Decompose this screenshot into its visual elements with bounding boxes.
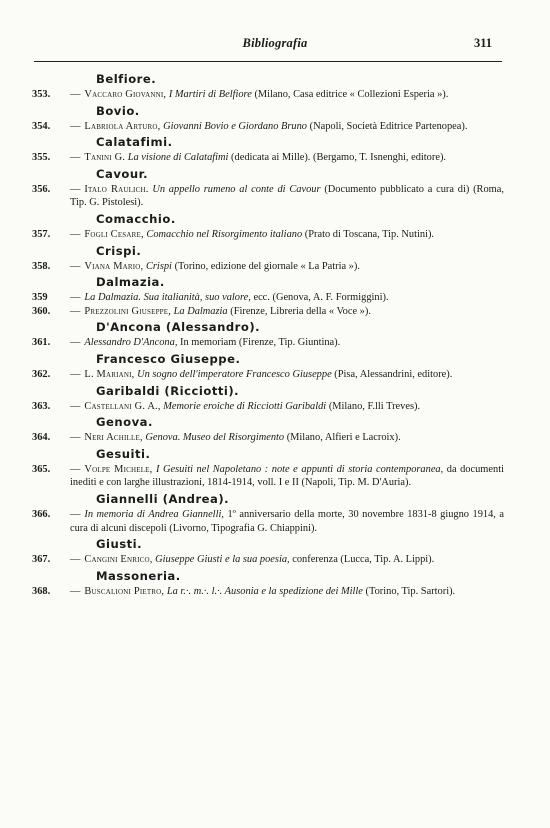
entry-title: In memoria di Andrea Giannelli, [84, 508, 224, 520]
entry-author: Prezzolini Giuseppe, [84, 305, 172, 317]
bibliography-entry [32, 508, 504, 535]
entry-number: 354. [32, 120, 51, 132]
entry-number: 355. [32, 152, 51, 164]
entry-author: Neri Achille, [84, 432, 143, 444]
bibliography-entry [32, 553, 504, 567]
entry-author: Buscalioni Pietro, [84, 585, 165, 597]
section-heading: Massoneria. [96, 568, 181, 583]
entry-number: 361. [32, 337, 51, 349]
entry-publication: conferenza (Lucca, Tip. A. Lippi). [292, 554, 435, 566]
entry-publication: (Documento pubblicato a cura di) (Roma, Tip. G. Pistolesi). [70, 183, 504, 209]
entry-number: 360. [32, 305, 51, 317]
entry-author: Tanini G. [84, 152, 126, 164]
section-heading: Giusti. [96, 537, 143, 552]
entry-number: 364. [32, 432, 51, 444]
entry-author: Labriola Arturo, [84, 120, 161, 132]
entry-dash: — [70, 585, 81, 597]
entry-number: 357. [32, 228, 51, 240]
entry-publication: (Prato di Toscana, Tip. Nutini). [304, 228, 435, 240]
entry-author: L. Mariani, [84, 368, 135, 380]
entry-dash: — [70, 292, 81, 304]
entry-number: 356. [32, 183, 51, 195]
entry-author: Fogli Cesare, [84, 228, 144, 240]
section-heading: Calatafimi. [96, 135, 173, 150]
entry-title: Crispi [145, 260, 172, 272]
entry-number: 353. [32, 89, 51, 100]
entry-number: 366. [32, 508, 51, 520]
entry-title: Comacchio nel Risorgimento italiano [146, 228, 303, 240]
entry-title: Memorie eroiche di Ricciotti Garibaldi [163, 400, 327, 412]
entry-number: 365. [32, 463, 51, 475]
entry-number: 368. [32, 585, 51, 597]
entry-dash: — [70, 260, 81, 272]
section-heading: Dalmazia. [96, 275, 165, 290]
section-heading: Bovio. [96, 103, 140, 118]
section-heading: Belfiore. [96, 72, 157, 86]
bibliography-entry [32, 291, 504, 305]
entry-publication: (Pisa, Alessandrini, editore). [334, 368, 453, 380]
entry-title: La Dalmazia [173, 305, 228, 317]
running-title: Bibliografia [242, 36, 308, 50]
header-rule [34, 61, 502, 62]
bibliography-entry [32, 88, 504, 102]
entry-title: La Dalmazia. Sua italianità, suo valore, [84, 292, 251, 304]
entry-title: Un appello rumeno al conte di Cavour [152, 183, 321, 195]
entry-title: I Martiri di Belfiore [168, 89, 252, 100]
entry-author: Volpe Michele, [84, 463, 153, 475]
entry-title: La r.·. m.·. l.·. Ausonia e la spedizione dei Mille [166, 585, 363, 597]
entry-publication: da documenti inediti e con larghe illustrazioni, 1814-1914, voll. I e II (Napoli, Tip. M. D'Auria). [70, 463, 504, 489]
bibliography-entry [32, 120, 504, 134]
bibliography-entry [32, 228, 504, 242]
entry-title: Genova. Museo del Risorgimento [145, 432, 285, 444]
entry-number: 359 [32, 292, 48, 304]
bibliography-entry [32, 368, 504, 382]
entry-dash: — [70, 463, 81, 475]
entry-publication: (Milano, F.lli Treves). [328, 400, 421, 412]
section-heading: Gesuiti. [96, 446, 151, 461]
entry-dash: — [70, 152, 81, 164]
page-number: 311 [473, 36, 492, 50]
section-heading: D'Ancona (Alessandro). [96, 320, 261, 335]
entry-publication: (Torino, edizione del giornale « La Patria »). [174, 260, 360, 272]
entry-dash: — [70, 432, 81, 444]
bibliography-entry [32, 260, 504, 274]
section-heading: Garibaldi (Ricciotti). [96, 383, 240, 398]
entry-title: La visione di Calatafimi [127, 152, 229, 164]
entry-author: Viana Mario, [84, 260, 144, 272]
entry-title: Un sogno dell'imperatore Francesco Giuseppe [137, 368, 332, 380]
section-heading: Genova. [96, 415, 153, 430]
section-heading: Francesco Giuseppe. [96, 351, 241, 366]
entry-dash: — [70, 228, 81, 240]
entry-dash: — [70, 368, 81, 380]
entry-publication: (Napoli, Società Editrice Partenopea). [309, 120, 468, 132]
entry-publication: (Milano, Alfieri e Lacroix). [286, 432, 401, 444]
bibliography-entry [32, 585, 504, 599]
entry-dash: — [70, 508, 81, 520]
entry-number: 358. [32, 260, 51, 272]
bibliography-entry [32, 336, 504, 350]
bibliography-entry [32, 151, 504, 165]
entry-number: 362. [32, 368, 51, 380]
entry-number: 363. [32, 400, 51, 412]
section-heading: Cavour. [96, 166, 149, 181]
entry-publication: In memoriam (Firenze, Tip. Giuntina). [180, 337, 341, 349]
bibliography-entry [32, 305, 504, 319]
entry-dash: — [70, 554, 81, 566]
entry-dash: — [70, 400, 81, 412]
entry-author: Italo Raulich. [84, 183, 149, 195]
entry-title: Giuseppe Giusti e la sua poesia, [155, 554, 290, 566]
entry-number: 367. [32, 554, 51, 566]
section-heading: Crispi. [96, 243, 142, 258]
entry-publication: (Milano, Casa editrice « Collezioni Esperia »). [254, 89, 449, 100]
entry-author: Cangini Enrico, [84, 554, 153, 566]
entry-publication: 1º anniversario della morte, 30 novembre 1831-8 giugno 1914, a cura di alcuni discepoli (Livorno, Tipografia G. Chiappini). [70, 508, 504, 534]
entry-title: Giovanni Bovio e Giordano Bruno [163, 120, 308, 132]
entry-dash: — [70, 305, 81, 317]
bibliography-entry [32, 431, 504, 445]
entry-author: Vaccaro Giovanni, [84, 89, 167, 100]
entry-publication: (Firenze, Libreria della « Voce »). [230, 305, 371, 317]
section-heading: Giannelli (Andrea). [96, 491, 230, 506]
entry-publication: ecc. (Genova, A. F. Formiggini). [253, 292, 389, 304]
entry-title: Alessandro D'Ancona, [84, 337, 178, 349]
section-heading: Comacchio. [96, 211, 176, 226]
bibliography-entry [32, 463, 504, 490]
entry-dash: — [70, 337, 81, 349]
entry-dash: — [70, 183, 81, 195]
entry-publication: (Torino, Tip. Sartori). [365, 585, 456, 597]
entry-dash: — [70, 89, 81, 100]
entry-publication: (dedicata ai Mille). (Bergamo, T. Isnenghi, editore). [231, 152, 447, 164]
entry-dash: — [70, 120, 81, 132]
bibliography-body [32, 70, 504, 598]
bibliography-entry [32, 183, 504, 210]
entry-title: I Gesuiti nel Napoletano : note e appunti di storia contemporanea, [155, 463, 444, 475]
bibliography-entry [32, 400, 504, 414]
entry-author: Castellani G. A., [84, 400, 161, 412]
